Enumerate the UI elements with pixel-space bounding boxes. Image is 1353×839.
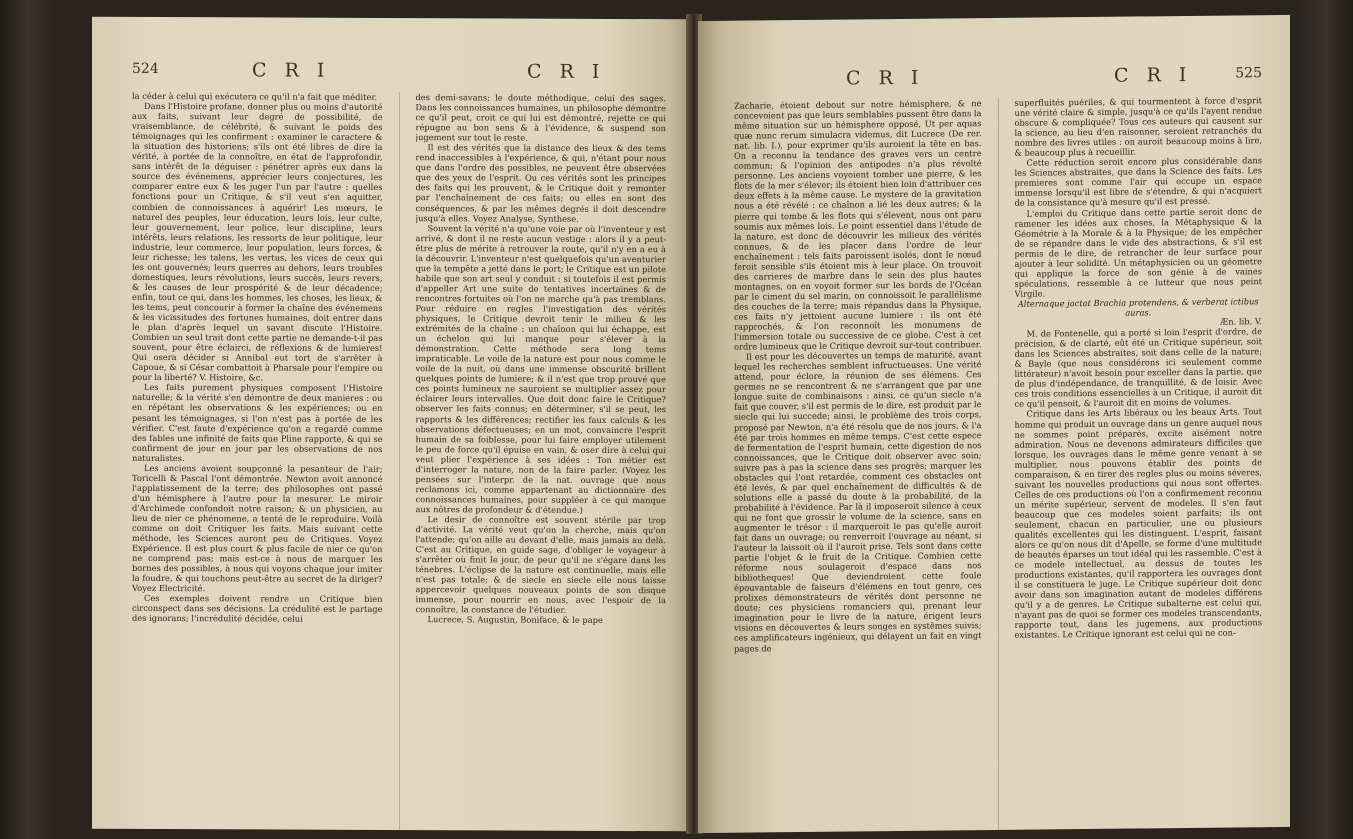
paragraph: Souvent la vérité n'a qu'une voie par où l'inventeur y est arrivé, & dont il ne reste aucun vestige : alors il y a peut-être plus de mérite à retrouver la route, qu'il n'y en a eu à la découvrir. L'inventeur n'est quelquefois qu'un aventurier que la tempête a jetté dans le port; le Critique est un pilote habile que son art seul y conduit : si toutefois il est permis d'appeller Art une suite de tentatives incertaines & de rencontres fortuites où l'on ne marche qu'à pas tremblans. Pour réduire en regles l'investigation des vérités physiques, le Critique devroit tenir le milieu & les extrémités de la chaîne : un chaînon qui lui échappe, est un échelon qui lui manque pour s'élever à la démonstration. Cette méthode sera long tems impraticable. Le voile de la nature est pour nous comme le voile de la nuit, où dans une immense obscurité brillent quelques points de lumiere; & il n'est que trop prouvé que ces points lumineux ne sauroient se multiplier assez pour éclairer leurs intervalles. Que doit donc faire le Critique? observer les faits connus; en déterminer, s'il se peut, les rapports & les différences; rectifier les faux calculs & les observations défectueuses; en un mot, convaincre l'esprit humain de sa foiblesse, pour lui faire employer utilement le peu de force qu'il épuise en vain, & oser dire à celui qui veut plier l'expérience à ses idées : Ton métier est d'interroger la nature, non de la faire parler. (Voyez les pensées sur l'interpr. de la nat. ouvrage que nous reclamons ici, comme appartenant au dictionnaire des connoissances humaines, pour suppléer à ce qui manque aux nôtres de profondeur & d'étendue.)	[415, 222, 666, 515]
paragraph: des demi-savans; le doute méthodique, celui des sages. Dans les connoissances humaines, un philosophe démontre ce qu'il peut, croit ce qui lui est démontré, rejette ce qui répugne au bon sens & à l'évidence, & suspend son jugement sur tout le reste.	[415, 92, 666, 143]
paragraph: Ces exemples doivent rendre un Critique bien circonspect dans ses décisions. La crédulité est le partage des ignorans; l'incrédulité décidée, celui	[132, 593, 383, 625]
paragraph: Zacharie, étoient debout sur notre hémisphere, & ne concevoient pas que leurs semblables pussent être dans la même situation sur un hémisphere opposé, Ut per aquas quæ nunc rerum simulacra videmus, dit Lucrece (De rer. nat. lib. I.), pour exprimer qu'ils auroient la tête en bas. On a reconnu la tendance des graves vers un centre commun; & l'opinion des antipodes n'a plus révolté personne. Les anciens voyoient tomber une pierre, & les flots de la mer s'élever; ils étoient bien loin d'attribuer ces deux effets à la même cause. Le mystere de la gravitation nous a été révélé : ce chaînon a lié les deux autres; & la pierre qui tombe & les flots qui s'élevent, nous ont paru soumis aux mêmes lois. Le point essentiel dans l'étude de la nature, est donc de découvrir les milieux des vérités connues, & de les placer dans l'ordre de leur enchaînement : tels faits paroissent isolés, dont le nœud feroit sensible s'ils étoient mis à leur place. On trouvoit des carrieres de marbre dans le sein des plus hautes montagnes, on en voyoit former sur les bords de l'Océan par le ciment du sel marin, on connoissoit le parallélisme des couches de la terre; mais répandus dans la Physique, ces faits n'y jettoient aucune lumiere : ils ont été rapprochés, & l'on reconnoît les monumens de l'immersion totale ou successive de ce globe. C'est à cet ordre lumineux que le Critique devroit sur-tout contribuer.	[734, 98, 982, 352]
left-page	[92, 17, 692, 832]
paragraph: Lucrece, S. Augustin, Boniface, & le pape	[427, 614, 603, 626]
paragraph: Critique dans les Arts libéraux ou les beaux Arts. Tout homme qui produit un ouvrage dans un genre auquel nous ne sommes point préparés, excite aisément notre admiration. Nous ne devenons admirateurs difficiles que lorsque, les ouvrages dans le même genre venant à se multiplier, nous pouvons établir des points de comparaison, & en tirer des regles plus ou moins séveres, suivant les nouvelles productions qui nous sont offertes. Celles de ces productions où l'on a confirmement reconnu un mérite supérieur, servent de modeles. Il s'en faut beaucoup que ces modeles soient parfaits; ils ont seulement, chacun en particulier, une ou plusieurs qualités excellentes qui les distinguent. L'esprit, faisant alors ce qu'on nous dit d'Apelle, se forme d'une multitude de beautés éparses un tout idéal qui les rassemble. C'est à ce modele intellectuel, au dessus de toutes les productions existantes, qu'il rapportera les ouvrages dont il se constituera le juge. Le Critique supérieur doit donc avoir dans son imagination autant de modeles différens qu'il y a de genres. Le Critique subalterne est celui qui, n'ayant pas de quoi se former ces modeles transcendants, rapporte tout, dans les jugemens, aux productions existantes. Le Critique ignorant est celui qui ne con-	[1014, 406, 1262, 641]
paragraph: Dans l'Histoire profane, donner plus ou moins d'autorité aux faits, suivant leur degré de possibilité, de vraisemblance, de célébrité, & suivant le poids des témoignages qui les confirment : examiner le caractere & la situation des historiens; s'ils ont été libres de dire la vérité, à portée de la connoître, en état de l'approfondir, sans intérêt de la déguiser : pénétrer après eux dans la source des événemens, apprécier leurs conjectures, les comparer entre eux & les juger l'un par l'autre : quelles fonctions pour un Critique, & s'il veut s'en aquitter, combien de connoissances à aquérir! Les mœurs, le naturel des peuples, leur éducation, leurs lois, leur culte, leur gouvernement, leur police, leur discipline, leurs intérêts, leurs relations, les ressorts de leur politique, leur industrie, leur commerce, leur population, leurs forces, & leur richesse; les talens, les vertus, les vices de ceux qui les ont gouvernés; leurs guerres au dehors, leurs troubles domestiques, leurs révolutions, leurs succès, leurs revers, & les causes de leur prospérité & de leur décadence; enfin, tout ce qui, dans les hommes, les choses, les lieux, & les tems, peut concourir à former la chaîne des événemens & les vicissitudes des fortunes humaines, doit entrer dans le plan d'après lequel un savant discute l'Histoire. Combien un seul trait dont cette partie ne demande-t-il pas souvent, pour être éclairci, de réflexions & de lumieres! Qui osera décider si Annibal eut tort de s'arrêter à Capoue, & si César combattoit à Pharsale pour l'empire ou pour la liberté? V. Histoire, &c.	[132, 100, 383, 383]
column-rule	[399, 92, 400, 831]
paragraph: superfluités puériles, & qui tourmentent à force d'esprit une vérité claire & simple, jusqu'à ce qu'ils l'ayent rendue obscure & compliquée? Tous ces auteurs qui causent sur la science, au lieu d'en raisonner, seroient retranchés du nombre des livres utiles : on auroit beaucoup moins à lire, & beaucoup plus à recueillir.	[1014, 95, 1262, 159]
right-column-1	[734, 98, 982, 833]
paragraph: Les faits purement physiques composent l'Histoire naturelle; & la vérité s'en démontre de deux manieres : ou en répétant les observations & les expériences; ou en pesant les témoignages, si l'on n'est pas à portée de les vérifier. C'est faute d'expérience qu'on a regardé comme des fables une infinité de faits que Pline rapporte, & qui se confirment de jour en jour par les observations de nos naturalistes.	[132, 382, 383, 463]
left-column-2	[416, 92, 667, 831]
paragraph: Les anciens avoient soupçonné la pesanteur de l'air; Toricelli & Pascal l'ont démontrée. Newton avoit annoncé l'applatissement de la terre; des philosophes ont passé d'un hémisphere à l'autre pour la mesurer. Le miroir d'Archimede confondoit notre raison; & un physicien, au lieu de nier ce phénomene, a tenté de le reproduire. Voilà comme on doit Critiquer les faits. Mais suivant cette méthode, les Sciences auront peu de Critiques. Voyez Expérience. Il est plus court & plus facile de nier ce qu'on ne comprend pas; mais est-ce à nous de marquer les bornes des possibles, à nous qui voyons chaque jour imiter la foudre, & qui touchons peut-être au secret de la diriger? Voyez Electricité.	[132, 462, 383, 594]
right-running-head	[734, 63, 1262, 95]
left-running-head	[132, 59, 666, 87]
left-running-title-1: C R I	[252, 59, 331, 82]
paragraph: Le desir de connoître est souvent stérile par trop d'activité. La vérité veut qu'on la cherche, mais qu'on l'attende; qu'on aille au devant d'elle, mais jamais au delà. C'est au Critique, en guide sage, d'obliger le voyageur à s'arrêter où finit le jour, de peur qu'il ne s'égare dans les ténebres. L'éclipse de la nature est continuelle, mais elle n'est pas totale; & de siecle en siecle elle nous laisse appercevoir quelques nouveaux points de son disque immense, pour nourrir en nous, avec l'espoir de la connoître, la constance de l'étudier.	[415, 514, 666, 616]
paragraph: la céder à celui qui exécutera ce qu'il n'a fait que méditer.	[132, 90, 378, 102]
left-page-number: 524	[132, 60, 159, 77]
paragraph: Cette réduction seroit encore plus considérable dans les Sciences abstraites, que dans la Science des faits. Les premieres sont comme l'air qui occupe un espace immense lorsqu'il est libre de s'étendre, & qui n'acquiert de la consistance qu'à mesure qu'il est pressé.	[1014, 155, 1262, 209]
left-column-1	[132, 91, 383, 831]
verse-quote: Alternaque jactat Brachia protendens, & verberat ictibus auras.	[1017, 296, 1259, 318]
paragraph: L'emploi du Critique dans cette partie seroit donc de ramener les idées aux choses, la Métaphysique & la Géométrie à la Morale & à la Physique; de les empêcher de se répandre dans le vide des abstractions, & s'il est permis de le dire, de retrancher de leur surface pour ajouter à leur solidité. Un métaphysicien ou un géometre qui applique la force de son génie à de vaines spéculations, ressemble à ce lutteur que nous peint Virgile.	[1014, 205, 1262, 299]
right-page	[698, 15, 1290, 833]
column-rule	[998, 98, 999, 833]
left-running-title-2: C R I	[527, 60, 606, 83]
right-column-2	[1015, 95, 1263, 833]
paragraph: M. de Fontenelle, qui a porté si loin l'esprit d'ordre, de précision, & de clarté, eût été un Critique supérieur, soit dans les Sciences abstraites, soit dans celle de la nature; & Bayle (que nous considérons ici seulement comme littérateur) n'avoit besoin pour exceller dans la partie, que de plus d'indépendance, de tranquillité, & de loisir. Avec ces trois conditions essencielles à un Critique, il auroit dit ce qu'il pensoit, & l'auroit dit en moins de volumes.	[1014, 326, 1262, 410]
right-page-number: 525	[1235, 65, 1262, 82]
verse-source: Æn. lib. V.	[1220, 316, 1262, 327]
paragraph: Il est pour les découvertes un temps de maturité, avant lequel les recherches semblent infructueuses. Une vérité attend, pour éclore, la réunion de ses élémens. Ces germes ne se rencontrent & ne s'arrangent que par une longue suite de combinaisons : ainsi, ce qu'un siecle n'a fait que couver, s'il est permis de le dire, est produit par le siecle qui lui succede; ainsi, le problème des trois corps, proposé par Newton, n'a été résolu que de nos jours, & l'a été par trois hommes en même temps. C'est cette espece de fermentation de l'esprit humain, cette digestion de nos connoissances, que le Critique doit observer avec soin; suivre pas à pas la science dans ses progrès; marquer les obstacles qui l'ont retardée, comment ces obstacles ont été levés, & par quel enchaînement de difficultés & de solutions elle a passé du doute à la probabilité, de la probabilité à l'évidence. Par là il imposeroit silence à ceux qui ne font que grossir le volume de la science, sans en augmenter le trésor : il marqueroit le pas qu'elle auroit fait dans un ouvrage; ou renverroit l'ouvrage au néant, si l'auteur la laissoit où il l'auroit prise. Tels sont dans cette partie l'objet & le fruit de la Critique. Combien cette réforme nous soulageroit d'espace dans nos bibliotheques! Que deviendroient cette foule épouvantable de faiseurs d'élémens en tout genre, ces prolixes démonstrateurs de vérités dont personne ne doute; ces physiciens romanciers qui, prenant leur imagination pour le livre de la nature, érigent leurs visions en découvertes & leurs songes en systêmes suivis; ces amplificateurs ingénieux, qui délayent un fait en vingt pages de	[734, 349, 982, 654]
right-running-title-1: C R I	[846, 66, 925, 90]
paragraph: Il est des vérités que la distance des lieux & des tems rend inaccessibles à l'expérience, & qui, n'étant pour nous que dans l'ordre des possibles, ne peuvent être observées que des yeux de l'esprit. Ou ces vérités sont les principes des faits qui les prouvent, & le Critique doit y remonter par l'enchaînement de ces faits; ou elles en sont des conséquences, & par les mêmes degrés il doit descendre jusqu'à elles. Voyez Analyse, Synthese.	[415, 142, 666, 224]
right-running-title-2: C R I	[1114, 63, 1193, 87]
